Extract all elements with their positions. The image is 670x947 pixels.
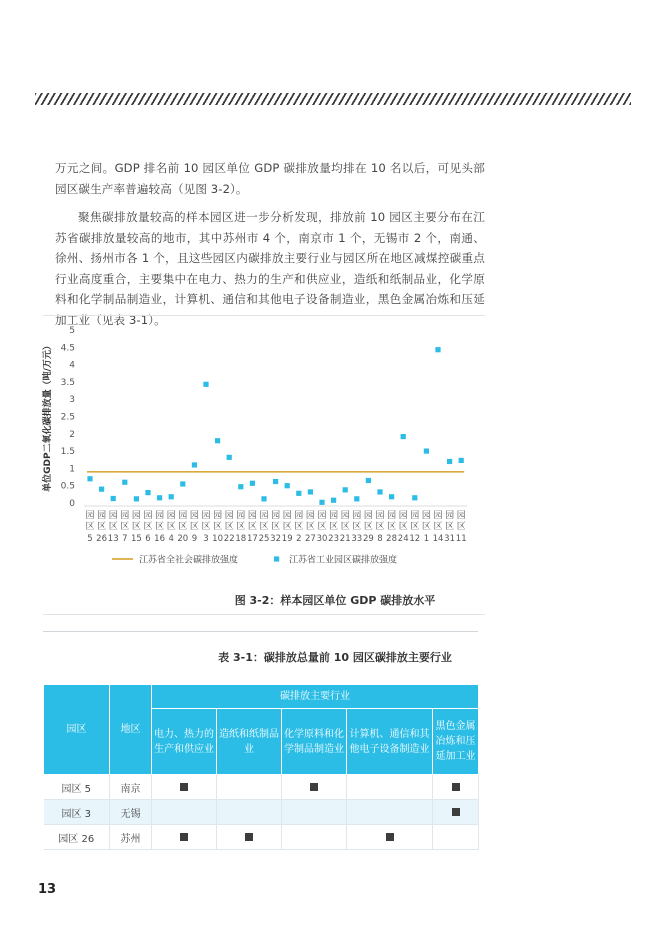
- x-tick-label: 园: [201, 511, 211, 521]
- x-tick-label: 园: [259, 511, 269, 521]
- x-tick-label: 19: [281, 534, 293, 544]
- filled-square-icon: [180, 783, 188, 791]
- x-tick-label: 区: [120, 522, 130, 532]
- x-tick-label: 30: [316, 534, 328, 544]
- x-tick-label: 区: [363, 522, 373, 532]
- page-number: 13: [38, 882, 57, 897]
- y-tick-label: 2.5: [60, 412, 75, 423]
- cell-mark: [282, 775, 347, 800]
- header-industry: 电力、热力的生产和供应业: [152, 709, 217, 775]
- x-tick-label: 园: [131, 511, 141, 521]
- x-tick-label: 20: [177, 534, 189, 544]
- figure-caption: 图 3-2：样本园区单位 GDP 碳排放水平: [234, 594, 436, 607]
- cell-region: 苏州: [110, 825, 152, 850]
- cell-mark: [152, 800, 217, 825]
- header-industry-group: 碳排放主要行业: [152, 685, 479, 709]
- x-tick-label: 园: [375, 511, 385, 521]
- x-tick-label: 园: [363, 511, 373, 521]
- x-tick-label: 区: [294, 522, 304, 532]
- x-tick-label: 24: [397, 534, 409, 544]
- table-row: [44, 800, 479, 825]
- x-tick-label: 9: [191, 534, 198, 544]
- header-industry: 造纸和纸制品业: [217, 709, 282, 775]
- cell-region: 南京: [110, 775, 152, 800]
- filled-square-icon: [310, 783, 318, 791]
- x-tick-label: 区: [247, 522, 257, 532]
- x-tick-label: 园: [352, 511, 362, 521]
- x-tick-label: 区: [201, 522, 211, 532]
- y-tick-label: 3: [69, 395, 75, 406]
- x-tick-label: 8: [377, 534, 383, 544]
- emission-industry-table: [43, 684, 479, 850]
- x-tick-label: 园: [387, 511, 397, 521]
- x-tick-label: 园: [445, 511, 455, 521]
- x-tick-label: 11: [455, 534, 467, 544]
- x-tick-label: 区: [387, 522, 397, 532]
- x-tick-label: 28: [386, 534, 398, 544]
- x-tick-label: 区: [282, 522, 292, 532]
- x-tick-label: 园: [271, 511, 281, 521]
- x-tick-label: 16: [154, 534, 166, 544]
- x-tick-label: 园: [166, 511, 176, 521]
- x-tick-label: 园: [143, 511, 153, 521]
- table-row: [44, 825, 479, 850]
- y-tick-label: 4: [69, 360, 75, 371]
- x-tick-label: 区: [166, 522, 176, 532]
- x-tick-label: 区: [178, 522, 188, 532]
- x-tick-label: 区: [340, 522, 350, 532]
- x-tick-label: 区: [375, 522, 385, 532]
- x-tick-label: 园: [340, 511, 350, 521]
- x-tick-label: 园: [108, 511, 118, 521]
- x-tick-label: 区: [224, 522, 234, 532]
- x-tick-label: 区: [398, 522, 408, 532]
- table-caption: 表 3-1：碳排放总量前 10 园区碳排放主要行业: [218, 651, 452, 664]
- cell-mark: [217, 825, 282, 850]
- x-tick-label: 区: [329, 522, 339, 532]
- x-tick-label: 园: [224, 511, 234, 521]
- x-tick-label: 园: [155, 511, 165, 521]
- x-tick-label: 区: [155, 522, 165, 532]
- x-tick-label: 园: [236, 511, 246, 521]
- cell-mark: [347, 825, 433, 850]
- x-tick-label: 6: [145, 534, 151, 544]
- cell-mark: [433, 775, 479, 800]
- x-tick-label: 园: [398, 511, 408, 521]
- x-tick-label: 区: [410, 522, 420, 532]
- x-tick-label: 区: [236, 522, 246, 532]
- y-tick-label: 5: [69, 326, 75, 336]
- x-tick-label: 25: [258, 534, 270, 544]
- x-tick-label: 29: [362, 534, 374, 544]
- x-tick-label: 13: [107, 534, 119, 544]
- x-tick-label: 21: [339, 534, 351, 544]
- x-tick-label: 4: [168, 534, 174, 544]
- x-tick-label: 26: [96, 534, 108, 544]
- x-tick-label: 区: [143, 522, 153, 532]
- x-tick-label: 18: [235, 534, 247, 544]
- filled-square-icon: [180, 833, 188, 841]
- cell-mark: [282, 825, 347, 850]
- x-tick-label: 园: [189, 511, 199, 521]
- x-tick-label: 7: [122, 534, 128, 544]
- x-tick-label: 3: [203, 534, 209, 544]
- y-tick-label: 0: [69, 499, 75, 509]
- y-tick-label: 1.5: [60, 447, 75, 458]
- x-tick-label: 22: [223, 534, 235, 544]
- y-tick-label: 3.5: [60, 377, 75, 388]
- x-tick-label: 园: [329, 511, 339, 521]
- x-tick-label: 31: [444, 534, 456, 544]
- cell-mark: [152, 825, 217, 850]
- x-tick-label: 2: [296, 534, 302, 544]
- x-tick-label: 14: [432, 534, 444, 544]
- filled-square-icon: [452, 808, 460, 816]
- x-tick-label: 园: [178, 511, 188, 521]
- x-tick-label: 园: [421, 511, 431, 521]
- header-industry: 化学原料和化学制品制造业: [282, 709, 347, 775]
- x-tick-label: 区: [317, 522, 327, 532]
- x-tick-label: 园: [410, 511, 420, 521]
- x-tick-label: 区: [85, 522, 95, 532]
- x-tick-label: 园: [247, 511, 257, 521]
- x-tick-label: 园: [433, 511, 443, 521]
- x-tick-label: 33: [351, 534, 363, 544]
- cell-region: 无锡: [110, 800, 152, 825]
- filled-square-icon: [245, 833, 253, 841]
- x-tick-label: 区: [108, 522, 118, 532]
- x-tick-label: 区: [131, 522, 141, 532]
- chart-frame: [43, 315, 485, 615]
- x-tick-label: 5: [87, 534, 93, 544]
- cell-mark: [217, 775, 282, 800]
- x-tick-label: 园: [97, 511, 107, 521]
- y-tick-label: 4.5: [60, 343, 75, 354]
- x-tick-label: 区: [271, 522, 281, 532]
- legend-label-province: 江苏省全社会碳排放强度: [139, 555, 239, 566]
- x-tick-label: 园: [85, 511, 95, 521]
- body-paragraph-1: 万元之间。GDP 排名前 10 园区单位 GDP 碳排放量均排在 10 名以后，可见头部园区碳生产率普遍较高（见图 3-2）。: [55, 161, 485, 196]
- body-paragraph-2: 聚焦碳排放量较高的样本园区进一步分析发现，排放前 10 园区主要分布在江苏省碳排放量较高的地市，其中苏州市 4 个，南京市 1 个，无锡市 2 个，南通、徐州、扬州市各 1 个，且这些园区内碳排放主要行业与园区所在地区减煤控碳重点行业高度重合，主要集中在电力、热力的生产和供应业，造纸和纸制品业，化学原料和化学制品制造业，计算机、通信和其他电子设备制造业，黑色金属冶炼和压延加工业（见表 3-1）。: [55, 210, 485, 327]
- x-tick-label: 区: [305, 522, 315, 532]
- cell-mark: [152, 775, 217, 800]
- table-row: [44, 775, 479, 800]
- y-axis-label: 单位GDP二氧化碳排放量（吨/万元）: [43, 341, 53, 492]
- cell-mark: [282, 800, 347, 825]
- filled-square-icon: [452, 783, 460, 791]
- cell-mark: [433, 825, 479, 850]
- x-tick-label: 区: [259, 522, 269, 532]
- cell-park: 园区 26: [44, 825, 110, 850]
- header-region: 地区: [110, 685, 152, 775]
- x-tick-label: 园: [120, 511, 130, 521]
- x-tick-label: 区: [421, 522, 431, 532]
- x-tick-label: 1: [423, 534, 430, 544]
- cell-mark: [347, 775, 433, 800]
- y-tick-label: 2: [69, 429, 75, 440]
- x-tick-label: 10: [212, 534, 224, 544]
- y-tick-label: 1: [69, 464, 75, 475]
- x-tick-label: 园: [213, 511, 223, 521]
- x-tick-label: 区: [456, 522, 466, 532]
- legend-label-parks: 江苏省工业园区碳排放强度: [289, 555, 398, 566]
- x-tick-label: 区: [433, 522, 443, 532]
- x-tick-label: 园: [294, 511, 304, 521]
- x-tick-label: 园: [456, 511, 466, 521]
- cell-mark: [347, 800, 433, 825]
- x-tick-label: 27: [304, 534, 316, 544]
- section-divider: [43, 631, 478, 632]
- x-tick-label: 园: [305, 511, 315, 521]
- x-tick-label: 区: [445, 522, 455, 532]
- x-tick-label: 12: [409, 534, 421, 544]
- x-tick-label: 17: [246, 534, 258, 544]
- filled-square-icon: [386, 833, 394, 841]
- cell-park: 园区 5: [44, 775, 110, 800]
- x-tick-label: 区: [97, 522, 107, 532]
- x-tick-label: 区: [213, 522, 223, 532]
- cell-mark: [217, 800, 282, 825]
- x-tick-label: 23: [328, 534, 340, 544]
- cell-mark: [433, 800, 479, 825]
- header-park: 园区: [44, 685, 110, 775]
- cell-park: 园区 3: [44, 800, 110, 825]
- header-industry: 计算机、通信和其他电子设备制造业: [347, 709, 433, 775]
- x-tick-label: 15: [130, 534, 142, 544]
- header-industry: 黑色金属冶炼和压延加工业: [433, 709, 479, 775]
- x-tick-label: 园: [282, 511, 292, 521]
- y-tick-label: 0.5: [60, 481, 75, 492]
- x-tick-label: 32: [270, 534, 282, 544]
- x-tick-label: 区: [352, 522, 362, 532]
- x-tick-label: 园: [317, 511, 327, 521]
- header-hatch-divider: [35, 93, 631, 105]
- x-tick-label: 区: [189, 522, 199, 532]
